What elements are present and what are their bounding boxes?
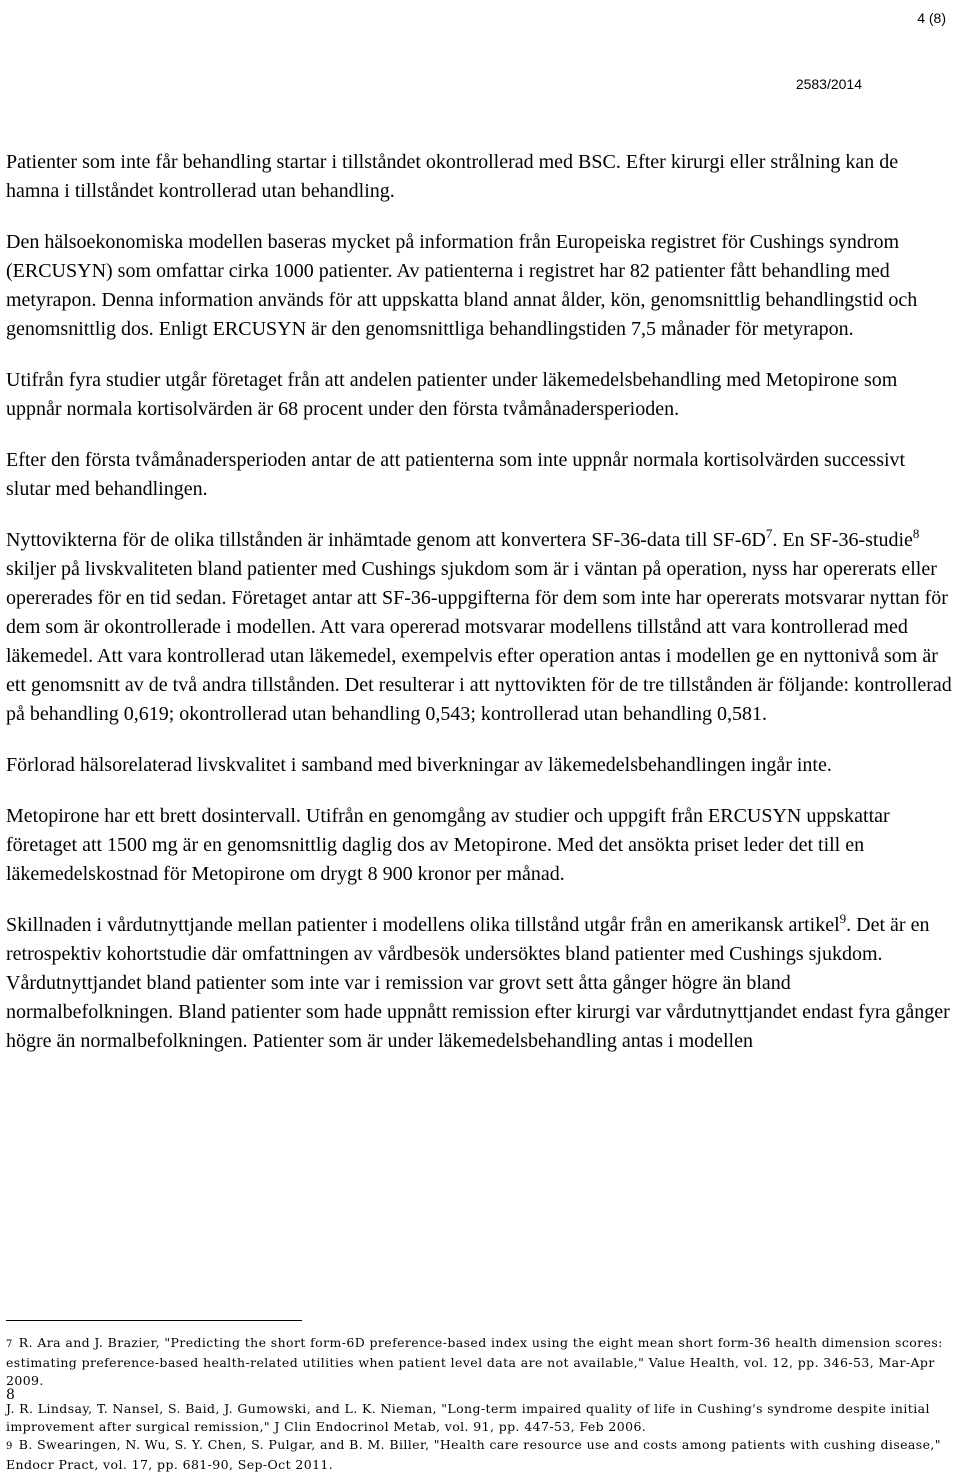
footnote-text: B. Swearingen, N. Wu, S. Y. Chen, S. Pulgar, and B. M. Biller, "Health care resource use and costs among patients with cushing disease," Endocr Pract, vol. 17, pp. 681-90, Sep-Oct 2011.	[6, 1437, 941, 1472]
footnote	[6, 1334, 946, 1390]
footnote-number: 9	[6, 1441, 13, 1452]
document-body	[6, 148, 952, 1056]
footnote-reference[interactable]: 8	[912, 526, 920, 541]
footnotes	[6, 1334, 946, 1474]
footnote-number: 7	[6, 1339, 13, 1350]
paragraph-text: Skillnaden i vårdutnyttjande mellan patienter i modellens olika tillstånd utgår från en amerikansk artikel	[6, 914, 840, 936]
paragraph-text: Nyttovikterna för de olika tillstånden är inhämtade genom att konvertera SF-36-data till SF-6D	[6, 529, 766, 551]
document-number: 2583/2014	[795, 76, 862, 92]
footnote-reference[interactable]: 9	[839, 911, 847, 926]
paragraph	[6, 911, 952, 1056]
paragraph: Förlorad hälsorelaterad livskvalitet i samband med biverkningar av läkemedelsbehandlingen ingår inte.	[6, 754, 832, 776]
page-number: 4 (8)	[917, 10, 946, 26]
footnote-text: R. Ara and J. Brazier, "Predicting the short form-6D preference-based index using the eight mean short form-36 health dimension scores: estimating preference-based health-related utilities when patient level data are not available," Value Health, vol. 12, pp. 346-53, Mar-Apr 2009.	[6, 1335, 943, 1388]
paragraph-text: skiljer på livskvaliteten bland patienter med Cushings sjukdom som är i väntan på operation, nyss har opererats eller opererades för en tid sedan. Företaget antar att SF-36-uppgifterna för dem som inte har opererats motsvarar nyttan för dem som är okontrollerade i modellen. Att vara opererad motsvarar modellens tillstånd att vara kontrollerad med läkemedel. Att vara kontrollerad utan läkemedel, exempelvis efter operation antas i modellen ge en nyttonivå som är ett genomsnitt av de två andra tillstånden. Det resulterar i att nyttovikten för de tre tillstånden är följande: kontrollerad på behandling 0,619; okontrollerad utan behandling 0,543; kontrollerad utan behandling 0,581.	[6, 558, 952, 725]
paragraph: Metopirone har ett brett dosintervall. Utifrån en genomgång av studier och uppgift från ERCUSYN uppskattar företaget att 1500 mg är en genomsnittlig daglig dos av Metopirone. Med det ansökta priset leder det till en läkemedelskostnad för Metopirone om drygt 8 900 kronor per månad.	[6, 805, 890, 885]
footnote-number: 8	[6, 1387, 16, 1403]
footnote-reference[interactable]: 7	[765, 526, 773, 541]
paragraph: Utifrån fyra studier utgår företaget från att andelen patienter under läkemedelsbehandling med Metopirone som uppnår normala kortisolvärden är 68 procent under den första tvåmånadersperioden.	[6, 369, 898, 420]
footnote	[6, 1387, 946, 1436]
paragraph: Efter den första tvåmånadersperioden antar de att patienterna som inte uppnår normala kortisolvärden successivt slutar med behandlingen.	[6, 449, 906, 500]
paragraph-text: . En SF-36-studie	[772, 529, 913, 551]
paragraph	[6, 526, 952, 729]
footnote-separator	[6, 1320, 302, 1321]
paragraph: Patienter som inte får behandling startar i tillståndet okontrollerad med BSC. Efter kirurgi eller strålning kan de hamna i tillståndet kontrollerad utan behandling.	[6, 151, 899, 202]
footnote-text: J. R. Lindsay, T. Nansel, S. Baid, J. Gumowski, and L. K. Nieman, "Long-term impaired quality of life in Cushing's syndrome despite initial improvement after surgical remission," J Clin Endocrinol Metab, vol. 91, pp. 447-53, Feb 2006.	[6, 1401, 930, 1434]
footnote	[6, 1436, 946, 1474]
paragraph-text: . Det är en retrospektiv kohortstudie där omfattningen av vårdbesök undersöktes bland patienter med Cushings sjukdom. Vårdutnyttjandet bland patienter som inte var i remission var grovt sett åtta gånger högre än bland normalbefolkningen. Bland patienter som hade uppnått remission efter kirurgi var vårdutnyttjandet endast fyra gånger högre än normalbefolkningen. Patienter som är under läkemedelsbehandling antas i modellen	[6, 914, 950, 1052]
paragraph: Den hälsoekonomiska modellen baseras mycket på information från Europeiska registret för Cushings syndrom (ERCUSYN) som omfattar cirka 1000 patienter. Av patienterna i registret har 82 patienter fått behandling med metyrapon. Denna information används för att uppskatta bland annat ålder, kön, genomsnittlig behandlingstid och genomsnittlig dos. Enligt ERCUSYN är den genomsnittliga behandlingstiden 7,5 månader för metyrapon.	[6, 231, 918, 340]
